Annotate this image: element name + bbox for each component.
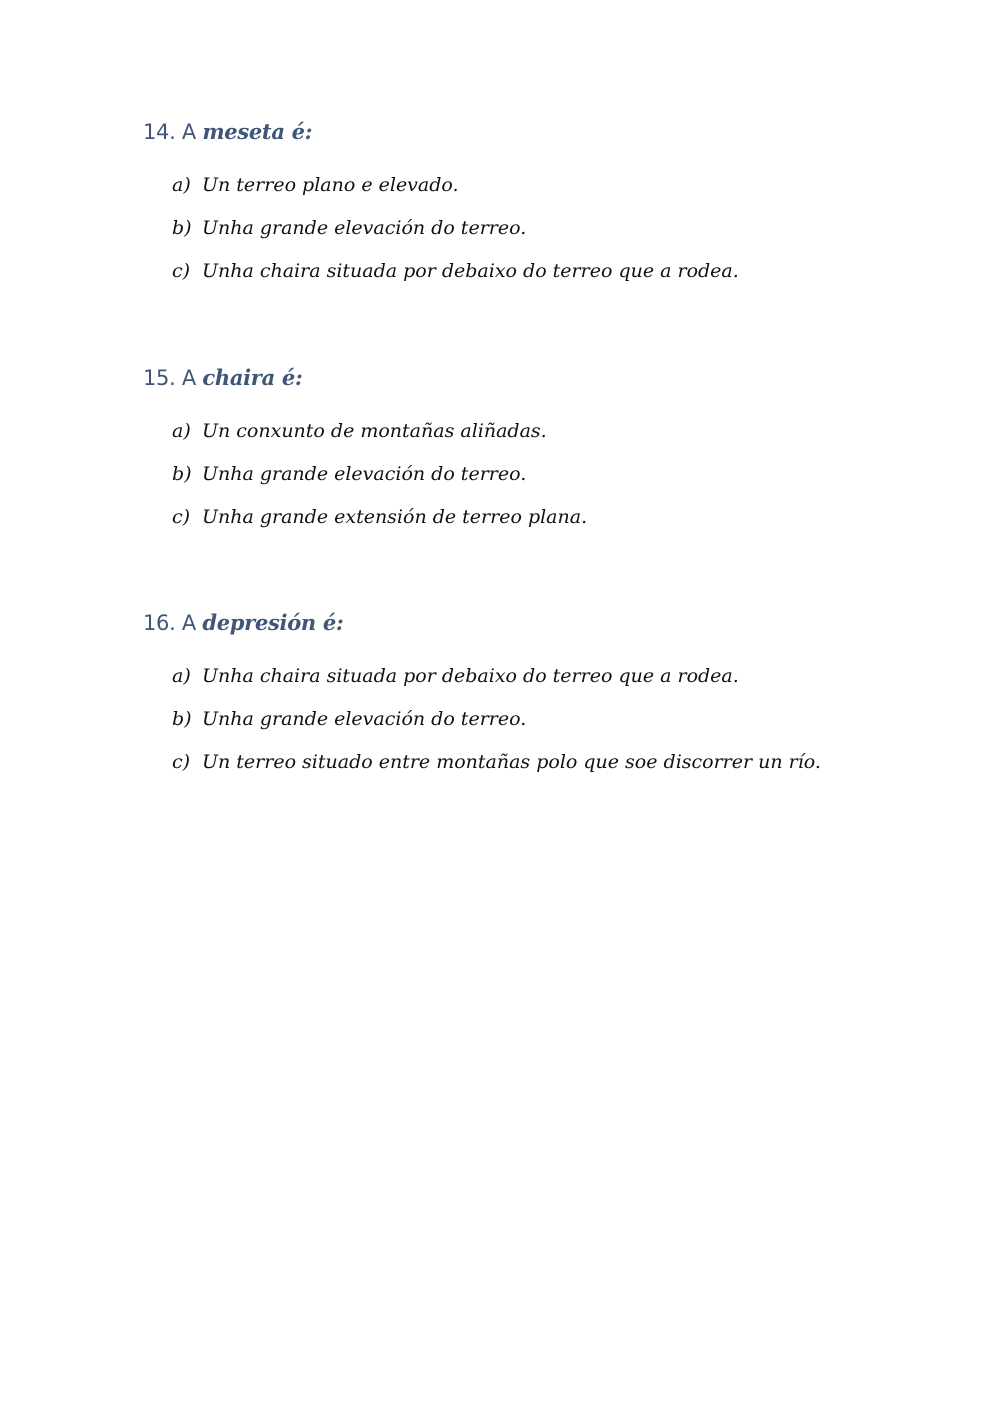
answer-option-a[interactable] (143, 170, 943, 213)
question-number: 14. (143, 120, 176, 144)
answer-option-b[interactable] (143, 213, 943, 256)
option-text: Unha grande elevación do terreo. (202, 217, 527, 239)
answer-option-c[interactable] (143, 747, 943, 790)
question-15 (143, 364, 943, 528)
option-letter: c) (172, 260, 191, 282)
option-text: Unha chaira situada por debaixo do terreo que a rodea. (202, 260, 739, 282)
question-term: chaira é: (202, 365, 303, 390)
question-title (143, 609, 943, 637)
question-16 (143, 609, 943, 773)
question-term: meseta é: (202, 119, 313, 144)
question-prefix: A (181, 611, 196, 635)
option-letter: a) (172, 174, 191, 196)
answer-option-b[interactable] (143, 704, 943, 747)
answer-option-a[interactable] (143, 661, 943, 704)
option-text: Un terreo situado entre montañas polo que soe discorrer un río. (202, 751, 821, 773)
option-letter: c) (172, 506, 191, 528)
option-letter: b) (172, 708, 192, 730)
question-14 (143, 118, 943, 282)
option-letter: a) (172, 665, 191, 687)
answer-options (143, 170, 943, 299)
answer-options (143, 661, 943, 790)
question-number: 15. (143, 366, 176, 390)
option-text: Un conxunto de montañas aliñadas. (202, 420, 547, 442)
option-letter: c) (172, 751, 191, 773)
option-text: Unha grande elevación do terreo. (202, 708, 527, 730)
option-text: Un terreo plano e elevado. (202, 174, 459, 196)
option-letter: a) (172, 420, 191, 442)
option-letter: b) (172, 217, 192, 239)
question-title (143, 118, 943, 146)
question-prefix: A (181, 366, 196, 390)
question-title (143, 364, 943, 392)
option-text: Unha grande elevación do terreo. (202, 463, 527, 485)
answer-option-c[interactable] (143, 256, 943, 299)
answer-options (143, 416, 943, 545)
answer-option-b[interactable] (143, 459, 943, 502)
question-prefix: A (181, 120, 196, 144)
question-number: 16. (143, 611, 176, 635)
question-term: depresión é: (202, 610, 344, 635)
answer-option-c[interactable] (143, 502, 943, 545)
answer-option-a[interactable] (143, 416, 943, 459)
option-text: Unha chaira situada por debaixo do terreo que a rodea. (202, 665, 739, 687)
option-text: Unha grande extensión de terreo plana. (202, 506, 588, 528)
option-letter: b) (172, 463, 192, 485)
